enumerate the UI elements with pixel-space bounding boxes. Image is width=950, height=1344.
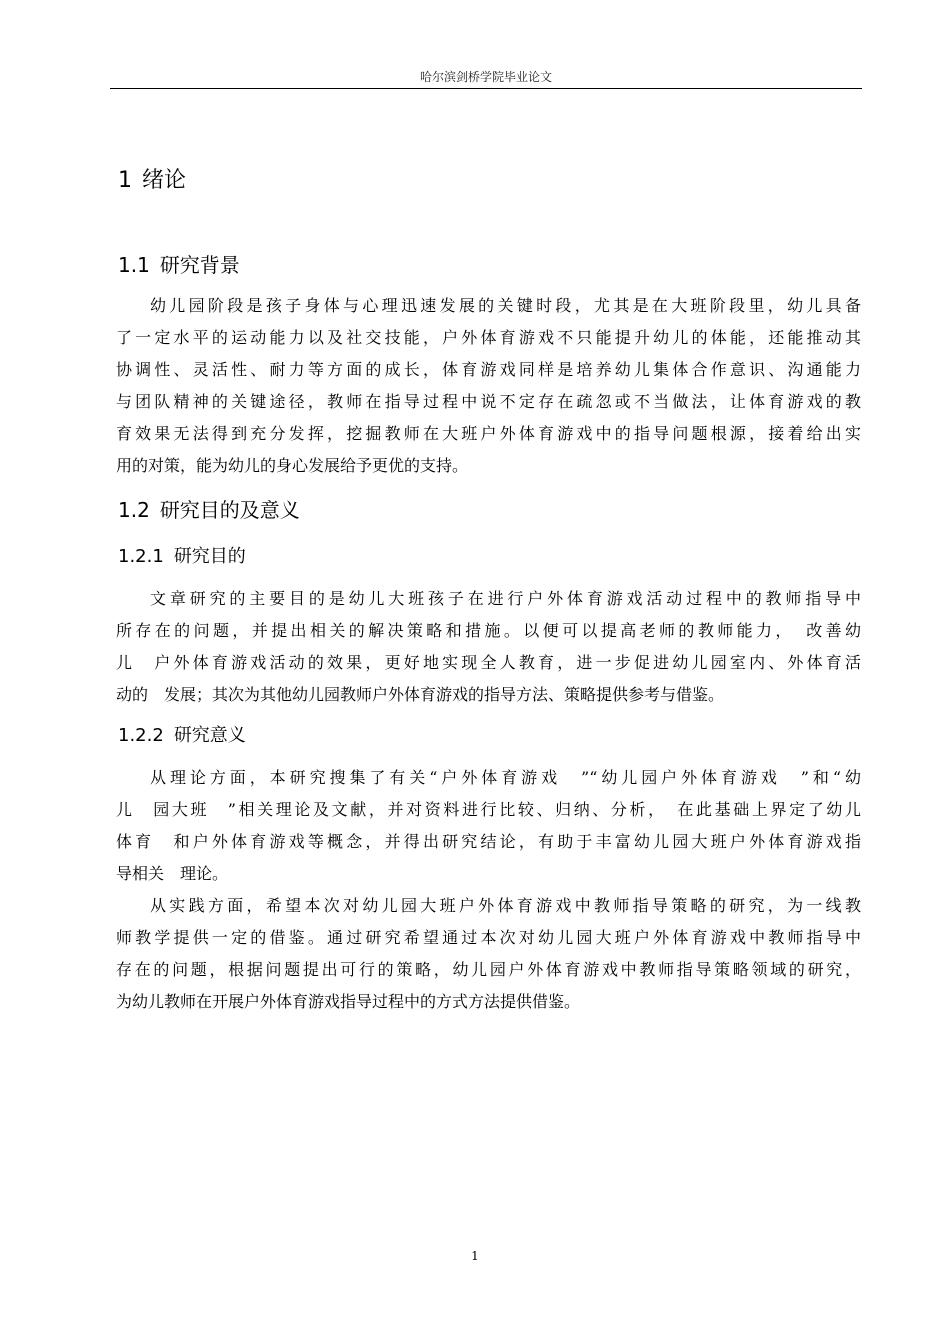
running-header: 哈尔滨剑桥学院毕业论文: [419, 70, 552, 84]
text-line: 文章研究的主要目的是幼儿大班孩子在进行户外体育游戏活动过程中的教师指导中: [150, 589, 861, 608]
text-line: 育效果无法得到充分发挥，挖掘教师在大班户外体育游戏中的指导问题根源，接着给出实: [116, 424, 861, 443]
header-divider: [110, 88, 862, 89]
text-line: 导相关 理论。: [116, 864, 229, 883]
text-line: 协调性、灵活性、耐力等方面的成长，体育游戏同样是培养幼儿集体合作意识、沟通能力: [116, 360, 861, 379]
text-line: 师教学提供一定的借鉴。通过研究希望通过本次对幼儿园大班户外体育游戏中教师指导中: [116, 928, 861, 947]
paragraph-research-purpose: [116, 583, 861, 711]
text-line: 动的 发展；其次为其他幼儿园教师户外体育游戏的指导方法、策略提供参考与借鉴。: [116, 685, 725, 704]
section-title: 研究背景: [159, 253, 240, 277]
text-line: 儿 园大班 ”相关理论及文献，并对资料进行比较、归纳、分析， 在此基础上界定了幼儿: [116, 800, 861, 819]
text-line: 所存在的问题，并提出相关的解决策略和措施。以便可以提高老师的教师能力， 改善幼: [116, 621, 861, 640]
text-line: 存在的问题，根据问题提出可行的策略，幼儿园户外体育游戏中教师指导策略领域的研究，: [116, 960, 861, 979]
paragraph-research-background: [116, 290, 861, 482]
text-line: 与团队精神的关键途径，教师在指导过程中说不定存在疏忽或不当做法，让体育游戏的教: [116, 392, 861, 411]
paragraph-theoretical-significance: [116, 762, 861, 890]
subsection-heading-1-2-1: [118, 542, 246, 568]
section-number: 1.1: [118, 253, 150, 277]
section-heading-1-2: [118, 494, 300, 523]
page-number: 1: [471, 1249, 479, 1263]
paragraph-practical-significance: [116, 890, 861, 1018]
text-line: 体育 和户外体育游戏等概念，并得出研究结论，有助于丰富幼儿园大班户外体育游戏指: [116, 832, 861, 851]
subsection-number: 1.2.2: [118, 725, 164, 746]
text-line: 了一定水平的运动能力以及社交技能，户外体育游戏不只能提升幼儿的体能，还能推动其: [116, 328, 861, 347]
subsection-number: 1.2.1: [118, 546, 164, 567]
section-number: 1.2: [118, 498, 150, 522]
chapter-heading: [118, 163, 186, 194]
section-title: 研究目的及意义: [159, 498, 300, 522]
text-line: 幼儿园阶段是孩子身体与心理迅速发展的关键时段，尤其是在大班阶段里，幼儿具备: [150, 296, 861, 315]
text-line: 用的对策，能为幼儿的身心发展给予更优的支持。: [116, 456, 469, 475]
text-line: 儿 户外体育游戏活动的效果，更好地实现全人教育，进一步促进幼儿园室内、外体育活: [116, 653, 861, 672]
subsection-heading-1-2-2: [118, 721, 246, 747]
text-line: 从实践方面，希望本次对幼儿园大班户外体育游戏中教师指导策略的研究，为一线教: [150, 896, 861, 915]
chapter-title: 绪论: [142, 168, 187, 193]
text-line: 为幼儿教师在开展户外体育游戏指导过程中的方式方法提供借鉴。: [116, 992, 581, 1011]
subsection-title: 研究意义: [173, 725, 246, 746]
text-line: 从理论方面，本研究搜集了有关“户外体育游戏 ”“幼儿园户外体育游戏 ”和“幼: [150, 768, 861, 787]
chapter-number: 1: [118, 168, 132, 193]
section-heading-1-1: [118, 249, 240, 278]
subsection-title: 研究目的: [173, 546, 246, 567]
